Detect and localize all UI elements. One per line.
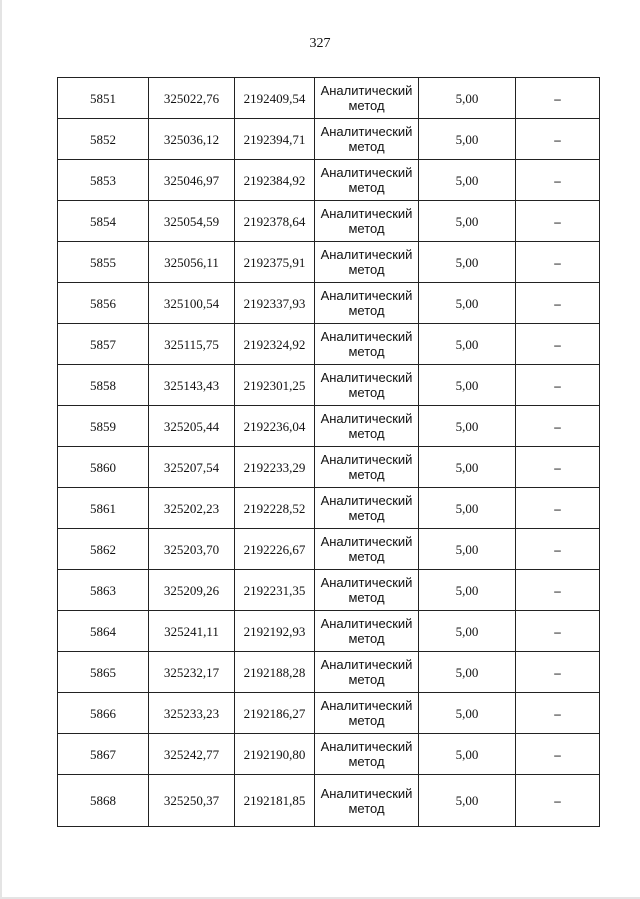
coordinate-x-cell: 325203,70 bbox=[149, 529, 235, 570]
table-row bbox=[58, 652, 600, 693]
method-cell: Аналитический метод bbox=[315, 324, 419, 365]
note-cell: – bbox=[516, 160, 600, 201]
point-number-cell: 5863 bbox=[58, 570, 149, 611]
point-number-cell: 5866 bbox=[58, 693, 149, 734]
table-row bbox=[58, 160, 600, 201]
coordinates-table-body bbox=[58, 78, 600, 827]
scan-left-edge bbox=[0, 0, 2, 899]
coordinate-y-cell: 2192324,92 bbox=[235, 324, 315, 365]
coordinate-y-cell: 2192236,04 bbox=[235, 406, 315, 447]
coordinate-x-cell: 325209,26 bbox=[149, 570, 235, 611]
table-row bbox=[58, 734, 600, 775]
table-row bbox=[58, 529, 600, 570]
error-cell: 5,00 bbox=[419, 406, 516, 447]
note-cell: – bbox=[516, 734, 600, 775]
coordinate-y-cell: 2192181,85 bbox=[235, 775, 315, 827]
coordinate-x-cell: 325036,12 bbox=[149, 119, 235, 160]
error-cell: 5,00 bbox=[419, 775, 516, 827]
coordinate-x-cell: 325056,11 bbox=[149, 242, 235, 283]
coordinate-y-cell: 2192186,27 bbox=[235, 693, 315, 734]
coordinate-y-cell: 2192337,93 bbox=[235, 283, 315, 324]
point-number-cell: 5860 bbox=[58, 447, 149, 488]
error-cell: 5,00 bbox=[419, 324, 516, 365]
point-number-cell: 5853 bbox=[58, 160, 149, 201]
coordinate-y-cell: 2192409,54 bbox=[235, 78, 315, 119]
table-row bbox=[58, 775, 600, 827]
error-cell: 5,00 bbox=[419, 447, 516, 488]
note-cell: – bbox=[516, 693, 600, 734]
note-cell: – bbox=[516, 242, 600, 283]
coordinate-y-cell: 2192226,67 bbox=[235, 529, 315, 570]
coordinate-x-cell: 325054,59 bbox=[149, 201, 235, 242]
point-number-cell: 5851 bbox=[58, 78, 149, 119]
table-row bbox=[58, 693, 600, 734]
coordinate-y-cell: 2192188,28 bbox=[235, 652, 315, 693]
coordinate-x-cell: 325242,77 bbox=[149, 734, 235, 775]
coordinate-x-cell: 325143,43 bbox=[149, 365, 235, 406]
note-cell: – bbox=[516, 324, 600, 365]
error-cell: 5,00 bbox=[419, 488, 516, 529]
error-cell: 5,00 bbox=[419, 160, 516, 201]
coordinate-x-cell: 325115,75 bbox=[149, 324, 235, 365]
note-cell: – bbox=[516, 447, 600, 488]
coordinate-x-cell: 325207,54 bbox=[149, 447, 235, 488]
error-cell: 5,00 bbox=[419, 529, 516, 570]
point-number-cell: 5858 bbox=[58, 365, 149, 406]
note-cell: – bbox=[516, 611, 600, 652]
method-cell: Аналитический метод bbox=[315, 242, 419, 283]
coordinate-y-cell: 2192190,80 bbox=[235, 734, 315, 775]
method-cell: Аналитический метод bbox=[315, 652, 419, 693]
table-row bbox=[58, 611, 600, 652]
error-cell: 5,00 bbox=[419, 570, 516, 611]
point-number-cell: 5867 bbox=[58, 734, 149, 775]
error-cell: 5,00 bbox=[419, 201, 516, 242]
note-cell: – bbox=[516, 201, 600, 242]
note-cell: – bbox=[516, 775, 600, 827]
table-row bbox=[58, 365, 600, 406]
method-cell: Аналитический метод bbox=[315, 775, 419, 827]
coordinates-table bbox=[57, 77, 600, 827]
coordinate-x-cell: 325046,97 bbox=[149, 160, 235, 201]
note-cell: – bbox=[516, 652, 600, 693]
method-cell: Аналитический метод bbox=[315, 693, 419, 734]
error-cell: 5,00 bbox=[419, 734, 516, 775]
table-row bbox=[58, 201, 600, 242]
note-cell: – bbox=[516, 570, 600, 611]
error-cell: 5,00 bbox=[419, 365, 516, 406]
point-number-cell: 5856 bbox=[58, 283, 149, 324]
note-cell: – bbox=[516, 406, 600, 447]
table-row bbox=[58, 283, 600, 324]
coordinate-x-cell: 325233,23 bbox=[149, 693, 235, 734]
note-cell: – bbox=[516, 365, 600, 406]
table-row bbox=[58, 447, 600, 488]
error-cell: 5,00 bbox=[419, 693, 516, 734]
method-cell: Аналитический метод bbox=[315, 611, 419, 652]
point-number-cell: 5865 bbox=[58, 652, 149, 693]
coordinate-y-cell: 2192233,29 bbox=[235, 447, 315, 488]
coordinate-x-cell: 325022,76 bbox=[149, 78, 235, 119]
note-cell: – bbox=[516, 119, 600, 160]
point-number-cell: 5868 bbox=[58, 775, 149, 827]
method-cell: Аналитический метод bbox=[315, 119, 419, 160]
coordinate-y-cell: 2192375,91 bbox=[235, 242, 315, 283]
method-cell: Аналитический метод bbox=[315, 283, 419, 324]
point-number-cell: 5862 bbox=[58, 529, 149, 570]
method-cell: Аналитический метод bbox=[315, 78, 419, 119]
note-cell: – bbox=[516, 283, 600, 324]
table-row bbox=[58, 78, 600, 119]
coordinate-x-cell: 325250,37 bbox=[149, 775, 235, 827]
note-cell: – bbox=[516, 529, 600, 570]
point-number-cell: 5864 bbox=[58, 611, 149, 652]
error-cell: 5,00 bbox=[419, 78, 516, 119]
coordinate-y-cell: 2192301,25 bbox=[235, 365, 315, 406]
point-number-cell: 5854 bbox=[58, 201, 149, 242]
method-cell: Аналитический метод bbox=[315, 488, 419, 529]
error-cell: 5,00 bbox=[419, 119, 516, 160]
method-cell: Аналитический метод bbox=[315, 201, 419, 242]
point-number-cell: 5852 bbox=[58, 119, 149, 160]
method-cell: Аналитический метод bbox=[315, 365, 419, 406]
error-cell: 5,00 bbox=[419, 652, 516, 693]
coordinate-x-cell: 325241,11 bbox=[149, 611, 235, 652]
error-cell: 5,00 bbox=[419, 242, 516, 283]
point-number-cell: 5857 bbox=[58, 324, 149, 365]
coordinate-x-cell: 325232,17 bbox=[149, 652, 235, 693]
table-row bbox=[58, 242, 600, 283]
point-number-cell: 5855 bbox=[58, 242, 149, 283]
method-cell: Аналитический метод bbox=[315, 570, 419, 611]
table-row bbox=[58, 119, 600, 160]
coordinate-y-cell: 2192394,71 bbox=[235, 119, 315, 160]
note-cell: – bbox=[516, 488, 600, 529]
point-number-cell: 5861 bbox=[58, 488, 149, 529]
table-row bbox=[58, 406, 600, 447]
point-number-cell: 5859 bbox=[58, 406, 149, 447]
page-number: 327 bbox=[309, 36, 331, 51]
coordinate-y-cell: 2192384,92 bbox=[235, 160, 315, 201]
coordinate-y-cell: 2192192,93 bbox=[235, 611, 315, 652]
error-cell: 5,00 bbox=[419, 611, 516, 652]
table-row bbox=[58, 488, 600, 529]
coordinate-x-cell: 325202,23 bbox=[149, 488, 235, 529]
method-cell: Аналитический метод bbox=[315, 447, 419, 488]
method-cell: Аналитический метод bbox=[315, 160, 419, 201]
table-row bbox=[58, 324, 600, 365]
coordinate-y-cell: 2192228,52 bbox=[235, 488, 315, 529]
error-cell: 5,00 bbox=[419, 283, 516, 324]
coordinate-y-cell: 2192378,64 bbox=[235, 201, 315, 242]
coordinate-x-cell: 325205,44 bbox=[149, 406, 235, 447]
table-row bbox=[58, 570, 600, 611]
method-cell: Аналитический метод bbox=[315, 529, 419, 570]
method-cell: Аналитический метод bbox=[315, 734, 419, 775]
method-cell: Аналитический метод bbox=[315, 406, 419, 447]
coordinate-y-cell: 2192231,35 bbox=[235, 570, 315, 611]
note-cell: – bbox=[516, 78, 600, 119]
coordinate-x-cell: 325100,54 bbox=[149, 283, 235, 324]
